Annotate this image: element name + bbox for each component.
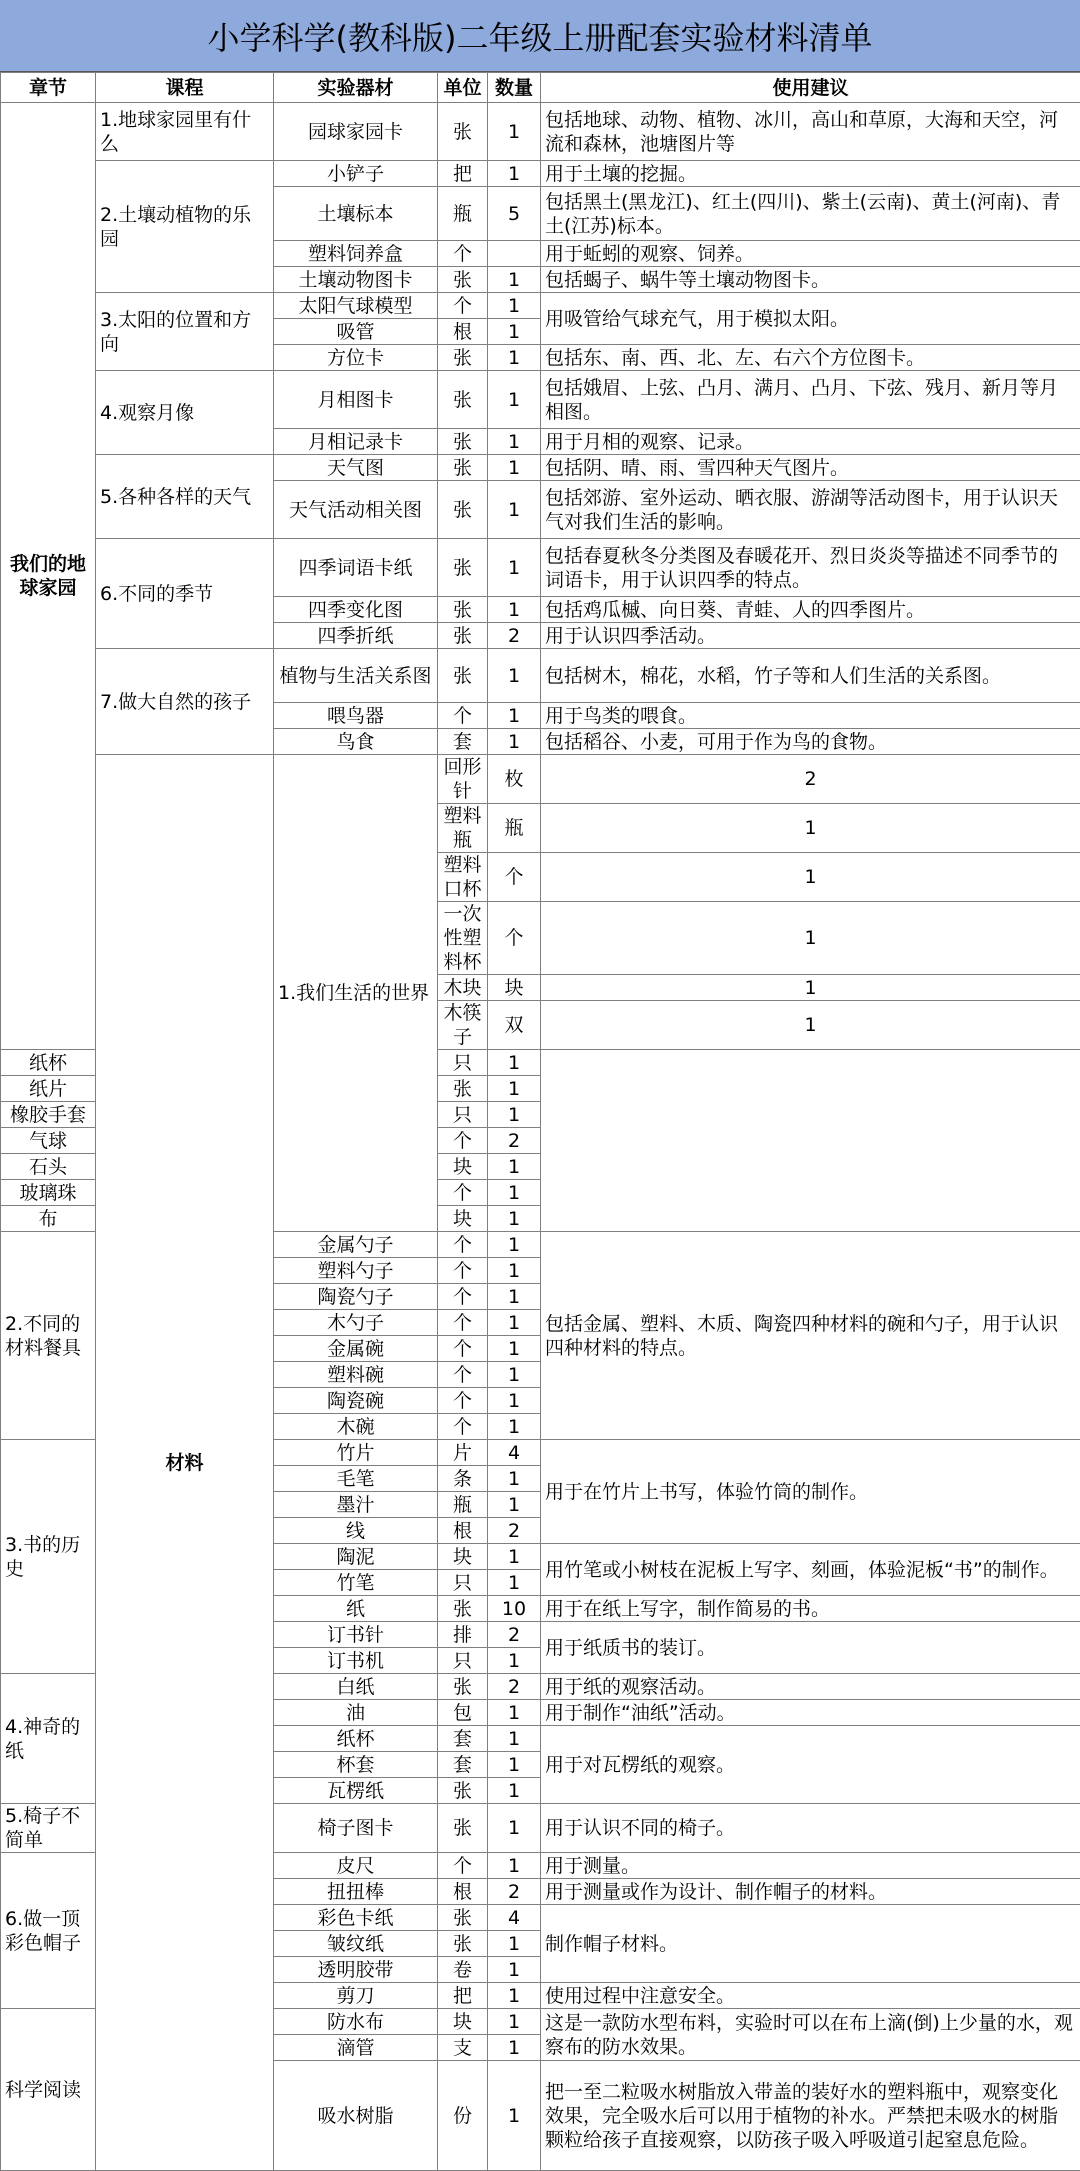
unit-cell: 块 <box>488 975 541 1001</box>
usage-cell: 使用过程中注意安全。 <box>541 1983 1080 2009</box>
lesson-cell: 3.太阳的位置和方向 <box>96 293 274 371</box>
quantity-cell: 1 <box>488 2009 541 2035</box>
unit-cell: 个 <box>488 902 541 975</box>
table-row <box>1 755 1080 804</box>
unit-cell: 个 <box>438 703 488 729</box>
unit-cell: 个 <box>438 1258 488 1284</box>
unit-cell: 包 <box>438 1700 488 1726</box>
quantity-cell: 10 <box>488 1596 541 1622</box>
unit-cell: 瓶 <box>438 187 488 241</box>
unit-cell: 个 <box>438 1362 488 1388</box>
equipment-cell: 纸杯 <box>274 1726 438 1752</box>
lesson-cell: 5.各种各样的天气 <box>96 455 274 539</box>
equipment-cell: 皱纹纸 <box>274 1931 438 1957</box>
usage-cell: 用于月相的观察、记录。 <box>541 429 1080 455</box>
quantity-cell: 1 <box>488 455 541 481</box>
usage-cell: 用于蚯蚓的观察、饲养。 <box>541 241 1080 267</box>
unit-cell: 张 <box>438 1076 488 1102</box>
equipment-cell: 陶瓷碗 <box>274 1388 438 1414</box>
equipment-cell: 订书机 <box>274 1648 438 1674</box>
unit-cell: 只 <box>438 1050 488 1076</box>
page-title: 小学科学(教科版)二年级上册配套实验材料清单 <box>0 0 1080 72</box>
unit-cell: 只 <box>438 1570 488 1596</box>
quantity-cell: 1 <box>488 1362 541 1388</box>
unit-cell: 张 <box>438 1905 488 1931</box>
equipment-cell: 天气活动相关图 <box>274 481 438 539</box>
quantity-cell: 1 <box>488 729 541 755</box>
equipment-cell: 金属勺子 <box>274 1232 438 1258</box>
header-usage: 使用建议 <box>541 73 1080 103</box>
lesson-cell: 科学阅读 <box>1 2009 96 2171</box>
unit-cell: 个 <box>438 1180 488 1206</box>
quantity-cell: 1 <box>488 371 541 429</box>
quantity-cell: 1 <box>488 1076 541 1102</box>
usage-cell: 包括阴、晴、雨、雪四种天气图片。 <box>541 455 1080 481</box>
quantity-cell: 1 <box>488 703 541 729</box>
quantity-cell: 1 <box>488 429 541 455</box>
quantity-cell: 1 <box>488 345 541 371</box>
materials-table <box>0 72 1080 2171</box>
unit-cell: 张 <box>438 481 488 539</box>
equipment-cell: 白纸 <box>274 1674 438 1700</box>
usage-cell: 用吸管给气球充气，用于模拟太阳。 <box>541 293 1080 345</box>
equipment-cell: 太阳气球模型 <box>274 293 438 319</box>
unit-cell: 块 <box>438 1154 488 1180</box>
equipment-cell: 回形针 <box>438 755 488 804</box>
equipment-cell: 竹片 <box>274 1440 438 1466</box>
unit-cell: 张 <box>438 345 488 371</box>
unit-cell: 个 <box>438 1414 488 1440</box>
usage-cell: 包括金属、塑料、木质、陶瓷四种材料的碗和勺子，用于认识四种材料的特点。 <box>541 1232 1080 1440</box>
quantity-cell: 1 <box>488 1258 541 1284</box>
equipment-cell: 喂鸟器 <box>274 703 438 729</box>
equipment-cell: 陶瓷勺子 <box>274 1284 438 1310</box>
equipment-cell: 小铲子 <box>274 161 438 187</box>
quantity-cell: 1 <box>541 975 1080 1001</box>
lesson-cell: 7.做大自然的孩子 <box>96 649 274 755</box>
equipment-cell: 木勺子 <box>274 1310 438 1336</box>
header-lesson: 课程 <box>96 73 274 103</box>
equipment-cell: 吸水树脂 <box>274 2061 438 2171</box>
equipment-cell: 滴管 <box>274 2035 438 2061</box>
equipment-cell: 木碗 <box>274 1414 438 1440</box>
chapter-cell: 我们的地球家园 <box>1 103 96 1050</box>
table-body <box>1 103 1080 2171</box>
quantity-cell: 1 <box>488 1206 541 1232</box>
header-equipment: 实验器材 <box>274 73 438 103</box>
equipment-cell: 四季词语卡纸 <box>274 539 438 597</box>
quantity-cell: 1 <box>541 902 1080 975</box>
unit-cell: 张 <box>438 1596 488 1622</box>
unit-cell: 排 <box>438 1622 488 1648</box>
unit-cell: 张 <box>438 1674 488 1700</box>
unit-cell: 条 <box>438 1466 488 1492</box>
unit-cell: 个 <box>438 1310 488 1336</box>
quantity-cell: 1 <box>488 1931 541 1957</box>
equipment-cell: 防水布 <box>274 2009 438 2035</box>
equipment-cell: 订书针 <box>274 1622 438 1648</box>
equipment-cell: 皮尺 <box>274 1853 438 1879</box>
equipment-cell: 陶泥 <box>274 1544 438 1570</box>
quantity-cell: 1 <box>488 2035 541 2061</box>
quantity-cell: 2 <box>488 1518 541 1544</box>
usage-cell: 用于纸质书的装订。 <box>541 1622 1080 1674</box>
unit-cell: 张 <box>438 623 488 649</box>
quantity-cell: 1 <box>488 1853 541 1879</box>
quantity-cell: 1 <box>488 1778 541 1804</box>
quantity-cell: 1 <box>488 1544 541 1570</box>
equipment-cell: 气球 <box>1 1128 96 1154</box>
quantity-cell: 1 <box>488 2061 541 2171</box>
quantity-cell: 1 <box>488 267 541 293</box>
unit-cell: 个 <box>438 1853 488 1879</box>
quantity-cell: 1 <box>488 1310 541 1336</box>
unit-cell: 张 <box>438 455 488 481</box>
equipment-cell: 土壤动物图卡 <box>274 267 438 293</box>
usage-cell: 用于测量或作为设计、制作帽子的材料。 <box>541 1879 1080 1905</box>
equipment-cell: 塑料瓶 <box>438 804 488 853</box>
quantity-cell: 1 <box>488 161 541 187</box>
unit-cell: 个 <box>438 293 488 319</box>
quantity-cell: 1 <box>488 597 541 623</box>
equipment-cell: 木块 <box>438 975 488 1001</box>
equipment-cell: 瓦楞纸 <box>274 1778 438 1804</box>
unit-cell: 卷 <box>438 1957 488 1983</box>
usage-cell: 包括蝎子、蜗牛等土壤动物图卡。 <box>541 267 1080 293</box>
usage-cell: 用于对瓦楞纸的观察。 <box>541 1726 1080 1804</box>
header-chapter: 章节 <box>1 73 96 103</box>
quantity-cell: 1 <box>541 853 1080 902</box>
equipment-cell: 纸杯 <box>1 1050 96 1076</box>
equipment-cell: 石头 <box>1 1154 96 1180</box>
lesson-cell: 6.做一顶彩色帽子 <box>1 1853 96 2009</box>
usage-cell: 包括娥眉、上弦、凸月、满月、凸月、下弦、残月、新月等月相图。 <box>541 371 1080 429</box>
unit-cell: 把 <box>438 1983 488 2009</box>
unit-cell: 片 <box>438 1440 488 1466</box>
quantity-cell: 1 <box>488 1492 541 1518</box>
unit-cell: 个 <box>438 1232 488 1258</box>
quantity-cell: 1 <box>488 1050 541 1076</box>
equipment-cell: 塑料勺子 <box>274 1258 438 1284</box>
unit-cell: 块 <box>438 1206 488 1232</box>
quantity-cell: 1 <box>488 481 541 539</box>
lesson-cell: 1.地球家园里有什么 <box>96 103 274 161</box>
unit-cell: 套 <box>438 1726 488 1752</box>
quantity-cell: 1 <box>488 1180 541 1206</box>
equipment-cell: 扭扭棒 <box>274 1879 438 1905</box>
lesson-cell: 3.书的历史 <box>1 1440 96 1674</box>
equipment-cell: 园球家园卡 <box>274 103 438 161</box>
equipment-cell: 毛笔 <box>274 1466 438 1492</box>
quantity-cell: 1 <box>488 1284 541 1310</box>
quantity-cell: 1 <box>488 1700 541 1726</box>
lesson-cell: 2.不同的材料餐具 <box>1 1232 96 1440</box>
usage-cell: 用于在纸上写字，制作简易的书。 <box>541 1596 1080 1622</box>
unit-cell: 块 <box>438 1544 488 1570</box>
equipment-cell: 纸片 <box>1 1076 96 1102</box>
usage-cell: 包括东、南、西、北、左、右六个方位图卡。 <box>541 345 1080 371</box>
unit-cell: 瓶 <box>438 1492 488 1518</box>
equipment-cell: 土壤标本 <box>274 187 438 241</box>
equipment-cell: 月相记录卡 <box>274 429 438 455</box>
unit-cell: 张 <box>438 597 488 623</box>
usage-cell: 用于土壤的挖掘。 <box>541 161 1080 187</box>
quantity-cell: 1 <box>488 1804 541 1853</box>
usage-cell: 包括春夏秋冬分类图及春暖花开、烈日炎炎等描述不同季节的词语卡，用于认识四季的特点。 <box>541 539 1080 597</box>
table-row <box>1 539 1080 597</box>
quantity-cell: 2 <box>488 1128 541 1154</box>
unit-cell: 枚 <box>488 755 541 804</box>
usage-cell: 包括鸡瓜槭、向日葵、青蛙、人的四季图片。 <box>541 597 1080 623</box>
quantity-cell: 1 <box>488 1154 541 1180</box>
unit-cell: 支 <box>438 2035 488 2061</box>
chapter-cell: 材料 <box>96 755 274 2171</box>
equipment-cell: 彩色卡纸 <box>274 1905 438 1931</box>
quantity-cell: 1 <box>488 1102 541 1128</box>
equipment-cell: 塑料饲养盒 <box>274 241 438 267</box>
equipment-cell: 透明胶带 <box>274 1957 438 1983</box>
equipment-cell: 天气图 <box>274 455 438 481</box>
unit-cell: 只 <box>438 1102 488 1128</box>
lesson-cell: 6.不同的季节 <box>96 539 274 649</box>
quantity-cell: 1 <box>488 1414 541 1440</box>
usage-cell: 包括黑土(黑龙江)、红土(四川)、紫土(云南)、黄土(河南)、青土(江苏)标本。 <box>541 187 1080 241</box>
quantity-cell: 1 <box>488 649 541 703</box>
usage-cell: 用于制作“油纸”活动。 <box>541 1700 1080 1726</box>
usage-cell: 把一至二粒吸水树脂放入带盖的装好水的塑料瓶中，观察变化效果，完全吸水后可以用于植物的补水。严禁把未吸水的树脂颗粒给孩子直接观察，以防孩子吸入呼吸道引起窒息危险。 <box>541 2061 1080 2171</box>
quantity-cell: 5 <box>488 187 541 241</box>
unit-cell: 个 <box>438 1388 488 1414</box>
usage-cell: 用于鸟类的喂食。 <box>541 703 1080 729</box>
equipment-cell: 金属碗 <box>274 1336 438 1362</box>
unit-cell: 只 <box>438 1648 488 1674</box>
quantity-cell: 2 <box>488 1622 541 1648</box>
usage-cell: 包括稻谷、小麦，可用于作为鸟的食物。 <box>541 729 1080 755</box>
usage-cell: 包括树木，棉花，水稻，竹子等和人们生活的关系图。 <box>541 649 1080 703</box>
quantity-cell: 1 <box>488 1957 541 1983</box>
table-row <box>1 455 1080 481</box>
lesson-cell: 4.神奇的纸 <box>1 1674 96 1804</box>
equipment-cell: 植物与生活关系图 <box>274 649 438 703</box>
header-unit: 单位 <box>438 73 488 103</box>
unit-cell: 双 <box>488 1001 541 1050</box>
usage-cell: 这是一款防水型布料，实验时可以在布上滴(倒)上少量的水，观察布的防水效果。 <box>541 2009 1080 2061</box>
quantity-cell: 1 <box>488 1336 541 1362</box>
unit-cell: 瓶 <box>488 804 541 853</box>
lesson-cell: 4.观察月像 <box>96 371 274 455</box>
unit-cell: 个 <box>438 1284 488 1310</box>
quantity-cell: 1 <box>488 1388 541 1414</box>
unit-cell: 个 <box>438 241 488 267</box>
unit-cell: 张 <box>438 1804 488 1853</box>
equipment-cell: 塑料口杯 <box>438 853 488 902</box>
unit-cell: 张 <box>438 539 488 597</box>
quantity-cell: 1 <box>541 1001 1080 1050</box>
unit-cell: 张 <box>438 103 488 161</box>
lesson-cell: 5.椅子不简单 <box>1 1804 96 1853</box>
usage-cell: 用于纸的观察活动。 <box>541 1674 1080 1700</box>
unit-cell: 根 <box>438 319 488 345</box>
quantity-cell: 2 <box>541 755 1080 804</box>
table-row <box>1 293 1080 319</box>
equipment-cell: 吸管 <box>274 319 438 345</box>
lesson-cell: 1.我们生活的世界 <box>274 755 438 1232</box>
equipment-cell: 椅子图卡 <box>274 1804 438 1853</box>
unit-cell: 张 <box>438 1931 488 1957</box>
equipment-cell: 一次性塑料杯 <box>438 902 488 975</box>
equipment-cell: 方位卡 <box>274 345 438 371</box>
quantity-cell: 1 <box>488 1570 541 1596</box>
quantity-cell: 1 <box>541 804 1080 853</box>
table-row <box>1 371 1080 429</box>
quantity-cell: 1 <box>488 293 541 319</box>
equipment-cell: 橡胶手套 <box>1 1102 96 1128</box>
equipment-cell: 布 <box>1 1206 96 1232</box>
equipment-cell: 鸟食 <box>274 729 438 755</box>
usage-cell: 用于测量。 <box>541 1853 1080 1879</box>
quantity-cell: 2 <box>488 623 541 649</box>
quantity-cell: 1 <box>488 1466 541 1492</box>
unit-cell: 张 <box>438 1778 488 1804</box>
usage-cell: 包括郊游、室外运动、晒衣服、游湖等活动图卡，用于认识天气对我们生活的影响。 <box>541 481 1080 539</box>
table-row <box>1 649 1080 703</box>
unit-cell: 根 <box>438 1879 488 1905</box>
usage-cell: 制作帽子材料。 <box>541 1905 1080 1983</box>
equipment-cell: 墨汁 <box>274 1492 438 1518</box>
usage-cell: 用于在竹片上书写，体验竹筒的制作。 <box>541 1440 1080 1544</box>
equipment-cell: 剪刀 <box>274 1983 438 2009</box>
unit-cell: 个 <box>438 1336 488 1362</box>
unit-cell: 套 <box>438 1752 488 1778</box>
unit-cell: 个 <box>488 853 541 902</box>
header-quantity: 数量 <box>488 73 541 103</box>
equipment-cell: 木筷子 <box>438 1001 488 1050</box>
quantity-cell: 1 <box>488 319 541 345</box>
table-header-row <box>1 73 1080 103</box>
equipment-cell: 塑料碗 <box>274 1362 438 1388</box>
quantity-cell: 1 <box>488 103 541 161</box>
equipment-cell: 四季折纸 <box>274 623 438 649</box>
unit-cell: 个 <box>438 1128 488 1154</box>
equipment-cell: 线 <box>274 1518 438 1544</box>
quantity-cell: 1 <box>488 1648 541 1674</box>
equipment-cell: 竹笔 <box>274 1570 438 1596</box>
equipment-cell: 油 <box>274 1700 438 1726</box>
unit-cell: 张 <box>438 649 488 703</box>
usage-cell: 用于认识四季活动。 <box>541 623 1080 649</box>
equipment-cell: 杯套 <box>274 1752 438 1778</box>
unit-cell: 张 <box>438 371 488 429</box>
unit-cell: 套 <box>438 729 488 755</box>
unit-cell: 张 <box>438 429 488 455</box>
quantity-cell: 1 <box>488 1983 541 2009</box>
quantity-cell <box>488 241 541 267</box>
usage-cell: 包括地球、动物、植物、冰川，高山和草原，大海和天空，河流和森林，池塘图片等 <box>541 103 1080 161</box>
quantity-cell: 1 <box>488 539 541 597</box>
lesson-cell: 2.土壤动植物的乐园 <box>96 161 274 293</box>
quantity-cell: 1 <box>488 1232 541 1258</box>
quantity-cell: 4 <box>488 1905 541 1931</box>
unit-cell: 把 <box>438 161 488 187</box>
unit-cell: 根 <box>438 1518 488 1544</box>
quantity-cell: 2 <box>488 1674 541 1700</box>
table-row <box>1 103 1080 161</box>
quantity-cell: 1 <box>488 1726 541 1752</box>
quantity-cell: 1 <box>488 1752 541 1778</box>
unit-cell: 张 <box>438 267 488 293</box>
usage-cell: 用于认识不同的椅子。 <box>541 1804 1080 1853</box>
unit-cell: 份 <box>438 2061 488 2171</box>
equipment-cell: 玻璃珠 <box>1 1180 96 1206</box>
quantity-cell: 4 <box>488 1440 541 1466</box>
table-row <box>1 161 1080 187</box>
usage-cell: 用竹笔或小树枝在泥板上写字、刻画，体验泥板“书”的制作。 <box>541 1544 1080 1596</box>
equipment-cell: 纸 <box>274 1596 438 1622</box>
equipment-cell: 月相图卡 <box>274 371 438 429</box>
quantity-cell: 2 <box>488 1879 541 1905</box>
unit-cell: 块 <box>438 2009 488 2035</box>
equipment-cell: 四季变化图 <box>274 597 438 623</box>
